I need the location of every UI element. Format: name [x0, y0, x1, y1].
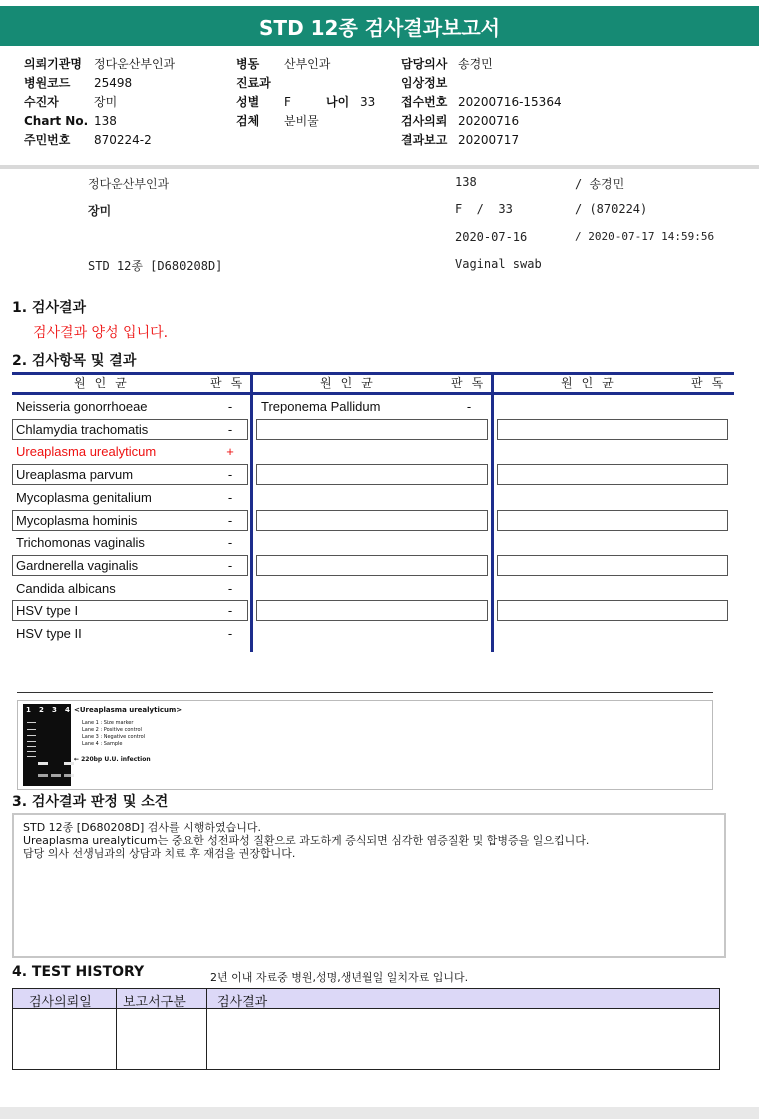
gel-figure	[17, 700, 713, 790]
result-cell-border	[12, 464, 248, 485]
organism-name: Candida albicans	[16, 580, 116, 596]
empty-result-cell	[256, 555, 488, 576]
report-title: STD 12종 검사결과보고서	[0, 6, 759, 46]
section-items-title: 2. 검사항목 및 결과	[12, 353, 137, 369]
primer-band	[64, 774, 74, 777]
history-col-divider	[116, 989, 117, 1069]
positive-band	[38, 762, 48, 765]
legend-item: Lane 2 : Positive control	[82, 727, 142, 733]
patient-birth: / (870224)	[575, 202, 648, 216]
header-label: 성별	[236, 95, 260, 109]
ladder-band	[27, 741, 36, 742]
col-header-judgement: 판독	[691, 376, 733, 390]
history-col-report-type: 보고서구분	[123, 995, 186, 1010]
section-history-title: 4. TEST HISTORY	[12, 964, 145, 980]
organism-name: Ureaplasma parvum	[16, 467, 134, 483]
history-col-result: 검사결과	[217, 995, 268, 1010]
col-header-organism: 원인균	[561, 376, 623, 390]
col-header-organism: 원인균	[74, 376, 136, 390]
test-name: STD 12종 [D680208D]	[88, 259, 223, 273]
lane-label: 4	[65, 706, 70, 714]
header-value: 138	[94, 114, 117, 128]
organism-name: HSV type I	[16, 603, 79, 619]
organism-name: Mycoplasma hominis	[16, 512, 138, 528]
header-value: F	[284, 95, 291, 109]
header-value: 20200716-15364	[458, 95, 562, 109]
header-label: 의뢰기관명	[24, 57, 82, 71]
empty-result-cell	[256, 419, 488, 440]
result-mark: -	[227, 603, 233, 619]
ladder-band	[27, 746, 36, 747]
opinion-line: 담당 의사 선생님과의 상담과 치료 후 재검을 권장합니다.	[23, 847, 296, 860]
organism-name: Chlamydia trachomatis	[16, 421, 149, 437]
request-date: 2020-07-16	[455, 230, 528, 244]
header-label: 진료과	[236, 76, 271, 90]
patient-doctor: / 송경민	[575, 177, 625, 191]
result-cell-border	[12, 510, 248, 531]
sample-band	[64, 762, 74, 765]
result-mark: -	[227, 535, 233, 551]
result-row	[16, 580, 233, 596]
empty-result-cell	[497, 600, 728, 621]
history-col-request-date: 검사의뢰일	[29, 995, 92, 1010]
report-datetime: / 2020-07-17 14:59:56	[575, 230, 715, 243]
header-label: Chart No.	[24, 114, 89, 128]
result-row	[261, 399, 472, 414]
organism-name: Neisseria gonorrhoeae	[16, 399, 148, 414]
result-row	[16, 444, 234, 460]
section-result-title: 1. 검사결과	[12, 300, 87, 316]
empty-result-cell	[497, 464, 728, 485]
empty-result-cell	[497, 555, 728, 576]
header-value: 송경민	[458, 57, 493, 71]
header-value: 870224-2	[94, 133, 152, 147]
table-col-line	[250, 372, 253, 652]
result-mark: -	[227, 489, 233, 505]
organism-name: Gardnerella vaginalis	[16, 557, 139, 573]
lane-label: 3	[52, 706, 57, 714]
ladder-band	[27, 729, 36, 730]
gel-legend	[82, 720, 145, 748]
header-col3	[401, 55, 562, 150]
header-value: 20200716	[458, 114, 520, 128]
ladder-band	[27, 756, 36, 757]
patient-chart-no: 138	[455, 175, 477, 189]
table-header-line	[12, 392, 734, 395]
footer-bar	[0, 1107, 759, 1119]
result-row	[16, 535, 233, 551]
result-mark: -	[227, 580, 233, 596]
patient-name: 장미	[88, 204, 112, 218]
header-label: 검체	[236, 114, 260, 128]
header-value: 25498	[94, 76, 133, 90]
legend-item: Lane 1 : Size marker	[82, 720, 134, 726]
header-label: 담당의사	[401, 57, 448, 71]
history-note: 2년 이내 자료중 병원,성명,생년월일 일치자료 입니다.	[210, 971, 469, 984]
opinion-line: Ureaplasma urealyticum는 중요한 성전파성 질환으로 과도하게 증식되면 심각한 염증질환 및 합병증을 일으킵니다.	[23, 834, 590, 847]
organism-name: Treponema Pallidum	[261, 399, 381, 414]
empty-result-cell	[256, 600, 488, 621]
header-value: 장미	[94, 95, 118, 109]
result-cell-border	[12, 600, 248, 621]
age-label: 나이	[326, 95, 350, 109]
age-value: 33	[360, 95, 376, 109]
header-label: 검사의뢰	[401, 114, 448, 128]
header-value: 20200717	[458, 133, 520, 147]
col-header-organism: 원인균	[320, 376, 382, 390]
result-mark: -	[227, 512, 233, 528]
result-mark: +	[226, 444, 234, 460]
opinion-line: STD 12종 [D680208D] 검사를 시행하였습니다.	[23, 821, 262, 834]
divider	[17, 692, 713, 693]
gel-title: <Ureaplasma urealyticum>	[74, 706, 183, 714]
section-opinion-title: 3. 검사결과 판정 및 소견	[12, 794, 169, 810]
header-label: 병원코드	[24, 76, 71, 90]
header-label: 임상정보	[401, 76, 448, 90]
header-value: 정다운산부인과	[94, 57, 176, 71]
history-col-divider	[206, 989, 207, 1069]
empty-result-cell	[497, 510, 728, 531]
result-mark: -	[227, 467, 233, 483]
header-label: 결과보고	[401, 133, 448, 147]
ladder-band	[27, 735, 36, 736]
empty-result-cell	[497, 419, 728, 440]
empty-result-cell	[256, 464, 488, 485]
ladder-band	[27, 751, 36, 752]
organism-name: Mycoplasma genitalium	[16, 489, 152, 505]
result-row	[16, 626, 233, 641]
history-header-row	[13, 989, 719, 1009]
table-col-line	[491, 372, 494, 652]
legend-item: Lane 4 : Sample	[82, 741, 123, 747]
lane-label: 2	[39, 706, 44, 714]
patient-hospital: 정다운산부인과	[88, 177, 170, 191]
header-label: 병동	[236, 57, 260, 71]
header-value: 분비물	[284, 114, 319, 128]
header-col1	[24, 55, 175, 150]
gel-image	[23, 704, 71, 786]
divider	[0, 165, 759, 169]
specimen: Vaginal swab	[455, 257, 542, 271]
organism-name: Ureaplasma urealyticum	[16, 444, 157, 460]
result-cell-border	[12, 555, 248, 576]
header-label: 접수번호	[401, 95, 448, 109]
result-mark: -	[227, 626, 233, 641]
header-label: 주민번호	[24, 133, 71, 147]
patient-sex-age: F / 33	[455, 202, 513, 216]
opinion-box	[12, 813, 726, 958]
result-mark: -	[227, 399, 233, 414]
col-header-judgement: 판독	[210, 376, 252, 390]
result-mark: -	[227, 557, 233, 573]
result-row	[16, 489, 233, 505]
header-label: 수진자	[24, 95, 59, 109]
result-positive: 검사결과 양성 입니다.	[33, 325, 169, 341]
organism-name: Trichomonas vaginalis	[16, 535, 145, 551]
history-table	[12, 988, 720, 1070]
col-header-judgement: 판독	[451, 376, 493, 390]
legend-item: Lane 3 : Negative control	[82, 734, 146, 740]
result-cell-border	[12, 419, 248, 440]
result-mark: -	[227, 421, 233, 437]
result-mark: -	[466, 399, 472, 414]
primer-band	[51, 774, 61, 777]
empty-result-cell	[256, 510, 488, 531]
header-col2	[236, 55, 375, 131]
organism-name: HSV type II	[16, 626, 82, 641]
header-value: 산부인과	[284, 57, 331, 71]
gel-arrow-label: ← 220bp U.U. infection	[74, 756, 151, 763]
lane-label: 1	[26, 706, 31, 714]
primer-band	[38, 774, 48, 777]
result-row	[16, 399, 233, 414]
ladder-band	[27, 722, 36, 723]
